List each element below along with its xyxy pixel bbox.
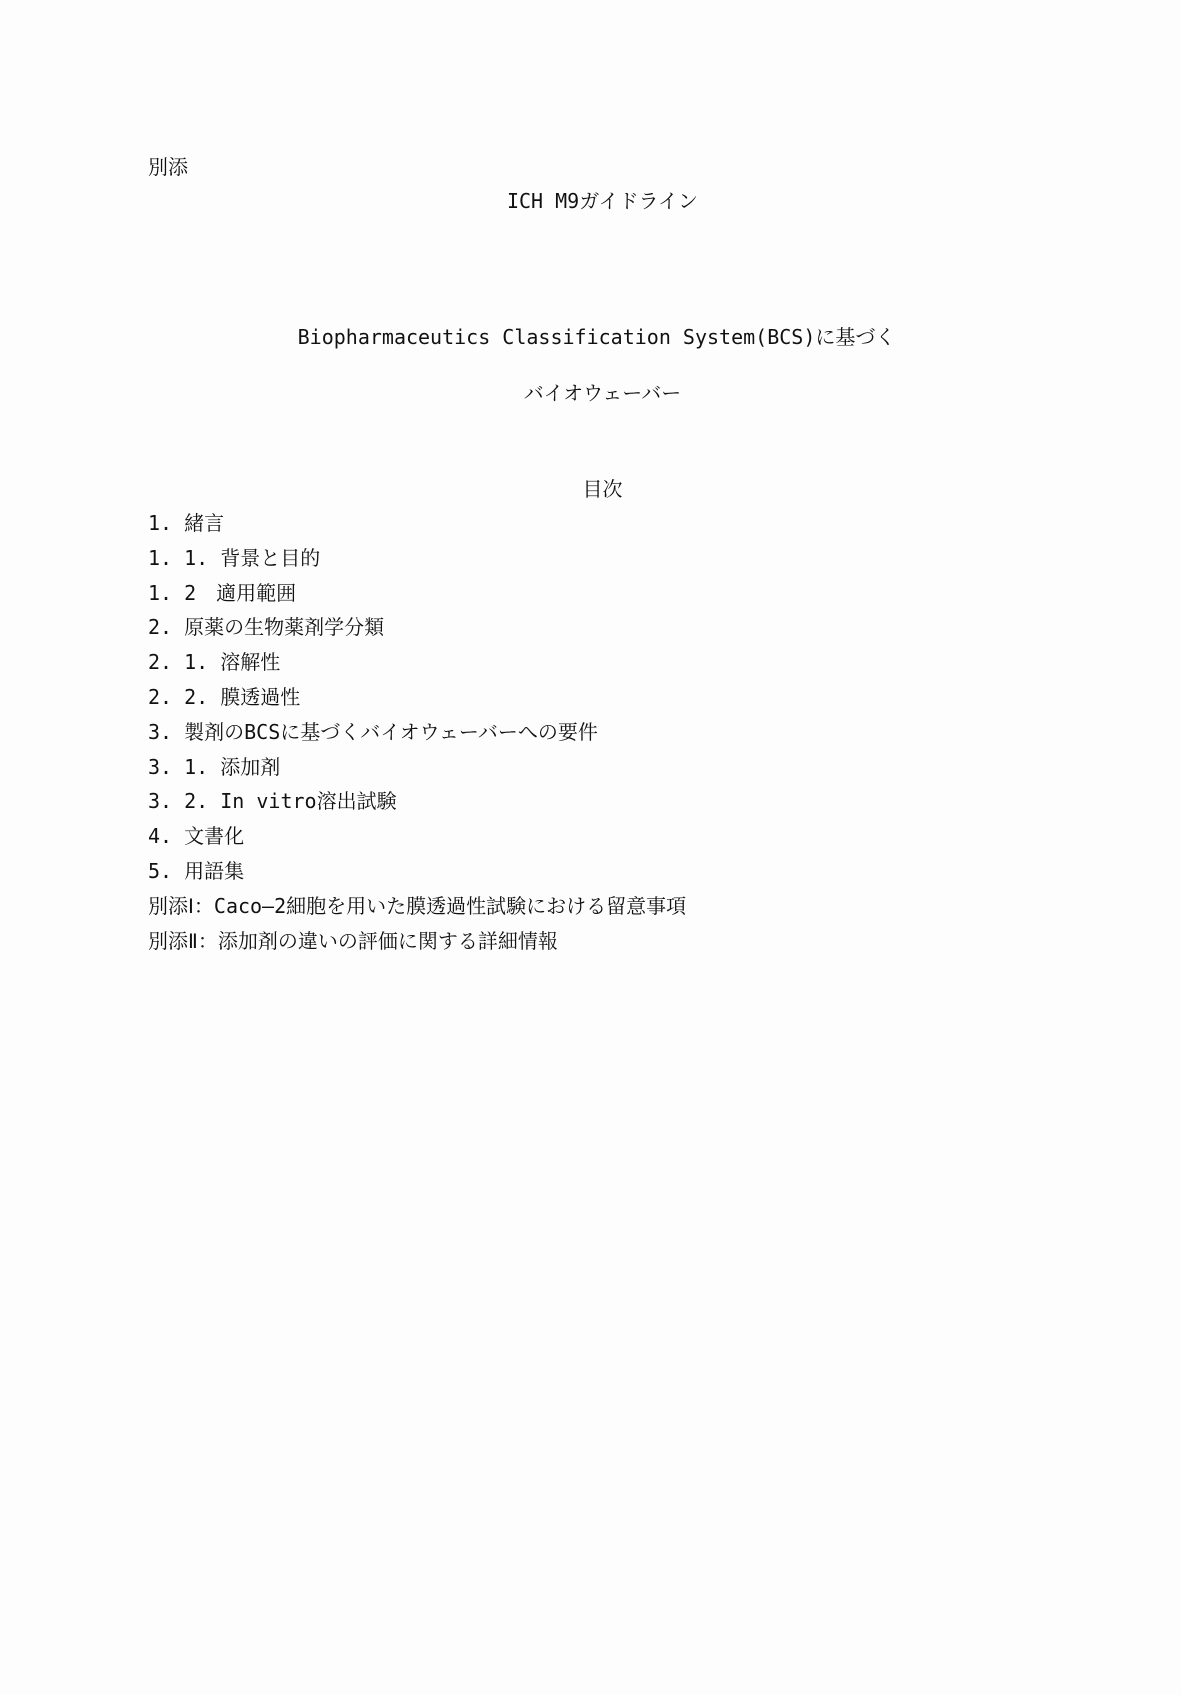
toc-item: 1. 1. 背景と目的 [148,545,321,570]
toc-item: 4. 文書化 [148,824,245,849]
toc-item: 3. 2. In vitro溶出試験 [148,789,397,814]
guideline-title: ICH M9ガイドライン [506,189,699,213]
table-of-contents-heading: 目次 [582,477,623,501]
attachment-label: 別添 [148,155,188,179]
document-title-line-2: バイオウェーバー [523,381,682,405]
toc-item: 3. 製剤のBCSに基づくバイオウェーバーへの要件 [148,719,598,744]
toc-item: 別添Ⅱ：添加剤の違いの評価に関する詳細情報 [148,928,558,953]
table-of-contents [148,510,686,962]
toc-item: 1. 2 適用範囲 [148,580,297,605]
toc-item: 別添Ⅰ：Caco—2細胞を用いた膜透過性試験における留意事項 [148,893,687,918]
toc-item: 2. 1. 溶解性 [148,650,281,675]
toc-item: 2. 原薬の生物薬剤学分類 [148,615,385,640]
toc-item: 3. 1. 添加剤 [148,754,281,779]
toc-item: 2. 2. 膜透過性 [148,684,301,709]
toc-item: 1. 緒言 [148,511,225,535]
document-title-line-1: Biopharmaceutics Classification System(BCS)に基づく [297,325,896,349]
toc-item: 5. 用語集 [148,858,245,883]
